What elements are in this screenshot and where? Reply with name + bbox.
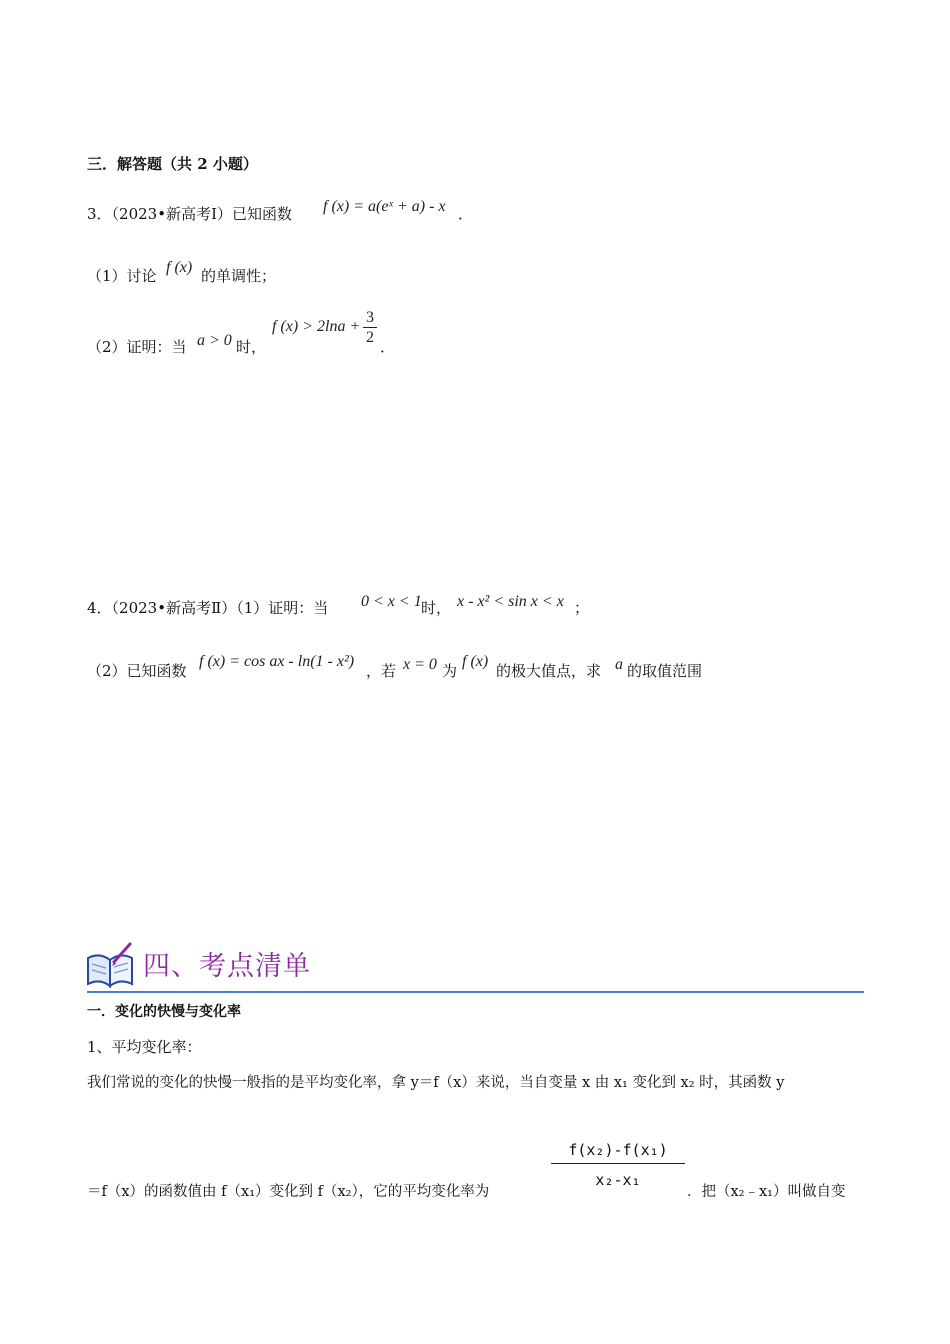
q3-part2-end: ．: [380, 338, 396, 356]
book-icon: [84, 940, 136, 990]
q3-part1-tail: 的单调性；: [201, 267, 277, 285]
q3-part2-time: 时，: [236, 338, 267, 356]
average-rate-fraction: [551, 1137, 685, 1196]
content-subtitle: 一．变化的快慢与变化率: [87, 1004, 241, 1020]
content-paragraph-1: 我们常说的变化的快慢一般指的是平均变化率，拿 y＝f（x）来说，当自变量 x 由 x₁ 变化到 x₂ 时，其函数 y: [87, 1075, 785, 1091]
fraction-numerator: f(x₂)-f(x₁): [551, 1137, 685, 1164]
content-paragraph-2b: ．把（x₂﹣x₁）叫做自变: [687, 1184, 846, 1200]
q4-time: 时，: [421, 599, 452, 617]
q3-part2-lhs: f (x) > 2lna +: [272, 318, 361, 335]
section-title: 三．解答题（共 2 小题）: [87, 155, 258, 173]
q4-inequality: x - x² < sin x < x: [457, 593, 564, 610]
q4-part2-label: （2）已知函数: [87, 662, 187, 680]
content-item-1: 1、平均变化率：: [87, 1038, 202, 1056]
section-header-title: 四、考点清单: [143, 951, 311, 982]
q3-part1: [87, 265, 157, 286]
q4-part2-fx: f (x): [462, 653, 489, 670]
q3-part2-label: （2）证明：当: [87, 338, 187, 356]
content-paragraph-2a: ＝f（x）的函数值由 f（x₁）变化到 f（x₂），它的平均变化率为: [87, 1184, 490, 1200]
q3-part2-cond: a > 0: [197, 332, 232, 349]
question-source: （2023•新高考Ⅱ）（1）证明：当: [111, 599, 329, 617]
question-source: （2023•新高考Ⅰ）已知函数: [111, 205, 292, 223]
fraction-denominator: x₂-x₁: [595, 1171, 641, 1189]
q4-part2-formula: f (x) = cos ax - ln(1 - x²): [199, 653, 355, 670]
q3-part1-label: （1）讨论: [87, 267, 157, 285]
question-number: 4．: [87, 599, 112, 617]
q3-formula: f (x) = a(eˣ + a) - x: [323, 198, 446, 215]
q4-cond: 0 < x < 1: [361, 593, 422, 610]
q4-part2-ruo: ，若: [366, 662, 397, 680]
q4-semicolon: ；: [574, 599, 590, 617]
q3-part2-fraction: [363, 309, 377, 348]
q3-part1-fx: f (x): [166, 259, 193, 276]
q4-part2-wei: 为: [442, 662, 458, 680]
q4-part2-a: a: [615, 656, 623, 673]
q3-end: ．: [458, 205, 474, 223]
question-3-stem: [87, 203, 292, 224]
question-4-stem: [87, 597, 328, 618]
q4-part2-tail2: 的取值范围: [627, 662, 703, 680]
header-divider: [87, 991, 864, 993]
fraction-numerator: 3: [363, 309, 377, 328]
q4-part2-tail1: 的极大值点，求: [496, 662, 602, 680]
fraction-denominator: 2: [366, 329, 374, 346]
question-number: 3．: [87, 205, 112, 223]
q4-part2-x0: x = 0: [403, 656, 437, 673]
